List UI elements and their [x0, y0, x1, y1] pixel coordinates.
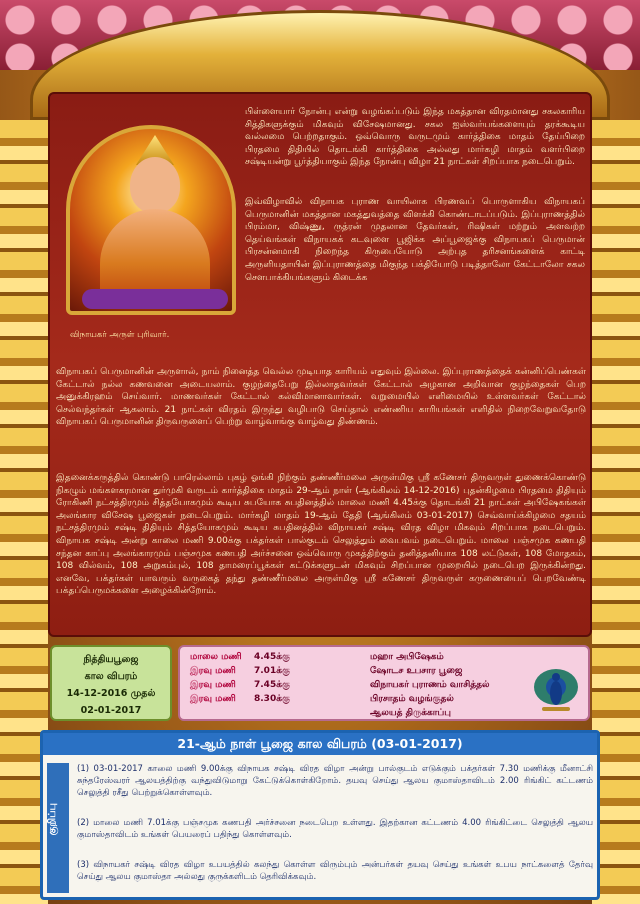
timing-label: மாலை மணி	[190, 652, 242, 662]
nithya-subtitle: கால விபரம்	[84, 671, 138, 682]
nithya-pooja-box	[50, 645, 172, 721]
deity-seat	[82, 289, 228, 309]
note-item: (1) 03-01-2017 காலை மணி 9.00க்கு விநாயக சஷ்டி விரத விழா அன்று பால்குடம் எடுக்கும் பக்தர்கள் 7.30 மணிக்கு மீனாட்சி சுந்தரேஸ்வரர் ஆலயத்திற்கு வந்துவிடுமாறு கேட்டுக்கொள்கிறோம். தயவு செய்து ஆலய குமாஸ்தாவிடம் 2.00 ரிங்கிட் கட்டணம் செலுத்தி ரசீது பெற்றுக்கொள்ளவும்.	[77, 764, 593, 798]
schedule-section	[50, 645, 590, 721]
deity-caption: விநாயகர் அருள் புரிவார்.	[70, 330, 170, 340]
timings-box	[178, 645, 590, 721]
deity-head	[130, 157, 180, 213]
intro-paragraph-1: பிள்ளையார் நோன்பு என்று வழங்கப்படும் இந்த மகத்தான விரதமானது சகலகாரிய சித்திகளுக்கும் மிகவும் விசேஷமானது. சகல ஐஸ்வர்யங்களையும் தரக்கூடிய வல்லமை பெற்றதாகும். ஒவ்வொரு வருடமும் கார்த்திகை மாதம் தேய்பிறை பிரதமை திதியில் தொடங்கி கார்த்திகை அல்லது மார்கழி மாதம் வளர்பிறை சஷ்டியன்று பூர்த்தியாகும் இந்த நோன்பு விழா 21 நாட்கள் சிறப்பாக நடைபெறும்.	[245, 107, 585, 168]
note-tab-label: குறிப்பு	[47, 803, 58, 836]
timing-time: 7.01க்கு	[254, 666, 290, 676]
timing-time: 4.45க்கு	[254, 652, 290, 662]
peacock-icon	[532, 657, 580, 713]
timing-event: ஆலயத் திருக்காப்பு	[370, 708, 451, 718]
timing-time: 8.30க்கு	[254, 694, 290, 704]
deity-body	[100, 209, 210, 299]
ganesha-image	[66, 125, 236, 315]
timing-label: இரவு மணி	[190, 666, 236, 676]
body-paragraph-3: விநாயகப் பெருமானின் அருளால், நாம் நினைத்த வெல்ல முடியாத காரியம் எதுவும் இல்லை. இப்புராணத்தைக் கன்னிப்பெண்கள் கேட்டால் நல்ல கணவனை அடையலாம். குழந்தைபேறு இல்லாதவர்கள் கேட்டால் அழகான அறிவான குழந்தைகள் பெற அனுக்கிரஹம் செய்வார். மாணவர்கள் கேட்டால் கல்விமானாவார்கள். வறுமையில் எளிமையில் உள்ளவர்கள் கேட்டால் செல்வந்தர்கள் ஆகலாம். 21 நாட்கள் விரதம் இருந்து வழிபாடு செய்தால் எண்ணிய காரியங்கள் எளிதில் நிறைவேறுவதோடு விநாயகப் பெருமானின் திருவருளைப் பெற்று வாழ்வாங்கு வாழ்வது திண்ணம்.	[56, 367, 586, 428]
timing-row	[180, 666, 592, 680]
note-item: (2) மாலை மணி 7.01க்கு பஞ்சமுக கணபதி அர்ச்சனை நடைபெற உள்ளது. இதற்கான கட்டணம் 4.00 ரிங்கிட்டை செலுத்தி ஆலய குமாஸ்தாவிடம் உங்கள் பெயரைப் பதிந்து கொள்ளவும்.	[77, 818, 593, 840]
details-heading: 21-ஆம் நாள் பூஜை கால விபரம் (03-01-2017)	[43, 733, 597, 755]
timing-event: மஹா அபிஷேகம்	[370, 652, 444, 662]
note-item: (3) விநாயகர் சஷ்டி விரத விழா உபயத்தில் கலந்து கொள்ள விரும்பும் அன்பர்கள் தயவு செய்து உங்கள் உபய நாட்களைத் தேர்வு செய்து ஆலய குமாஸ்தா அல்லது குருக்களிடம் தெரிவிக்கவும்.	[77, 860, 593, 882]
body-paragraph-4: இதனைக்கருத்தில் கொண்டு பாரெல்லாம் புகழ் ஓங்கி நிற்கும் தண்ணீர்மலை அருள்மிகு ஸ்ரீ கணேசர் திருவருள் துணைக்கொண்டு நிகழும் மங்களகரமான துர்முகி வருடம் கார்த்திகை மாதம் 29-ஆம் நாள் (ஆங்கிலம் 14-12-2016) புதன்கிழமை பிரதமை திதியும் ரோகிணி நட்சத்திரமும் சித்தயோகமும் கூடிய சுபயோக சுபதினத்தில் மாலை மணி 4.45க்கு தொடங்கி 21 நாட்கள் அபிஷேகங்கள் அலங்கார விசேஷ பூஜைகள் நடைபெறும். மார்கழி மாதம் 19-ஆம் தேதி (ஆங்கிலம் 03-01-2017) செவ்வாய்க்கிழமை சதயம் நட்சத்திரமும் சஷ்டி திதியும் சித்தயோகமும் கூடிய சுபதினத்தில் விநாயகர் சஷ்டி விரத விழா மிகவும் சிறப்பாக நடைபெறும். விநாயக சஷ்டி அன்று காலை மணி 9.00க்கு பக்தர்கள் பால்குடம் செலுத்தும் வைபவம் நடைபெறும். மாலை பஞ்சமுக கணபதி சந்தன காப்பு அலங்காரமும் பஞ்சமுக கணபதி அர்ச்சனை ஒவ்வொரு முகத்திற்கும் தனித்தனியாக 108 லட்டுகள், 108 மோதகம், 108 வில்வம், 108 அறுகம்புல், 108 தாமரைப்பூக்கள் கட்டுக்களுடன் மிகவும் சிறப்பான முறையில் நடைபெற இருக்கின்றது. எனவே, பக்தர்கள் யாவரும் வருகைத் தந்து தண்ணீர்மலை அருள்மிகு ஸ்ரீ கணேசர் திருவருள் கருணையைப் பெறவேண்டி பக்தப்பெருமக்களை அழைக்கின்றோம்.	[56, 473, 586, 597]
pooja-details-box	[40, 730, 600, 900]
intro-paragraph-2: இவ்விழாவில் விநாயக புராண வாயிலாக பிரணவப் பொருளாகிய விநாயகப் பெருமானின் மகத்தான மகத்துவத்தை விளக்கி கொண்டாடப்படும். இப்புராணத்தில் பிரம்மா, விஷ்ணு, ருத்ரன் முதலான தேவர்கள், ரிஷிகள் மற்றும் அளவற்ற தெய்வங்கள் விநாயகக் கடவுளை பூஜிக்க அப்பூஜைக்கு விநாயகப் பெருமான் பிரசன்னமாகி நிறைந்த கிருபையோடு அற்புத தரிசனங்களைக் காட்டி அருளியதாயின் இப்புராணத்தை மிகுந்த பக்தியோடு படித்தாலோ கேட்டாலோ சகல சௌபாக்கியங்களும் கிடைக்க	[245, 197, 585, 283]
timing-event: பிரசாதம் வழங்குதல்	[370, 694, 454, 704]
timing-row	[180, 708, 592, 722]
nithya-from: 14-12-2016 முதல்	[66, 688, 156, 699]
timing-time: 7.45க்கு	[254, 680, 290, 690]
nithya-to: 02-01-2017	[80, 705, 142, 716]
note-tab	[47, 763, 69, 893]
timing-label: இரவு மணி	[190, 680, 236, 690]
timing-row	[180, 652, 592, 666]
timing-event: ஷோடச உபசார பூஜை	[370, 666, 463, 676]
timing-label: இரவு மணி	[190, 694, 236, 704]
nithya-title: நித்தியபூஜை	[83, 654, 139, 665]
timing-row	[180, 694, 592, 708]
timing-event: விநாயகர் புராணம் வாசித்தல்	[370, 680, 490, 690]
timing-row	[180, 680, 592, 694]
